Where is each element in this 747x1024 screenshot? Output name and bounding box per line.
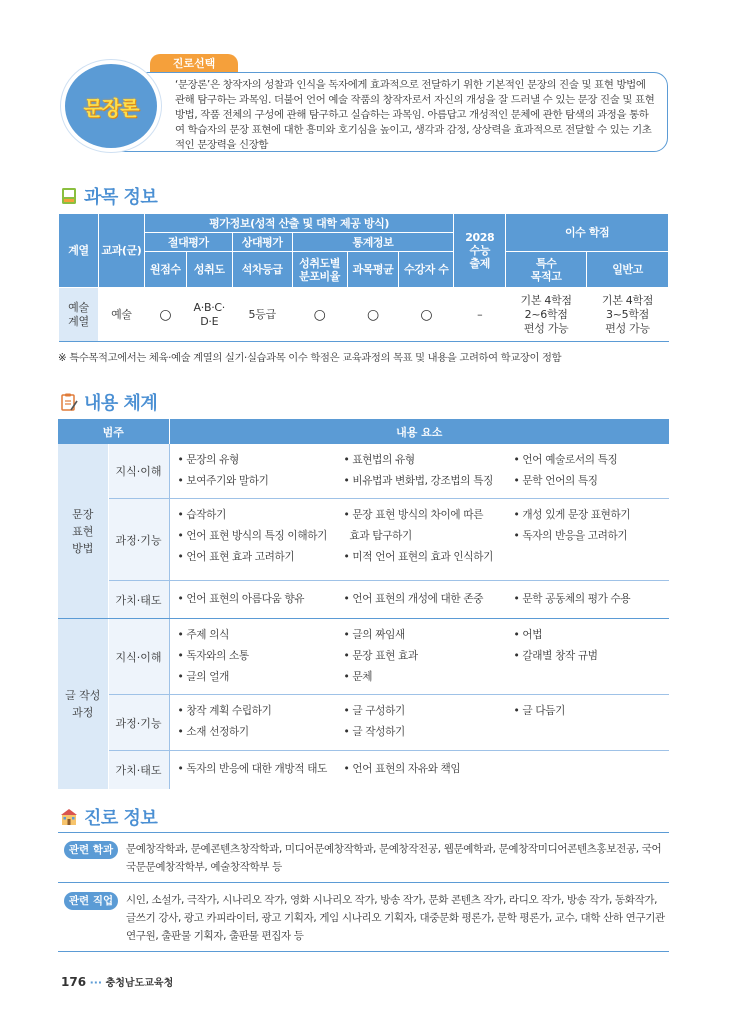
subject-info-table (58, 213, 669, 342)
table-row (58, 751, 669, 789)
section-title: 과목 정보 (84, 187, 158, 208)
content-cell: • 문장의 유형 • 보여주기와 말하기 • 표현법의 유형 • 비유법과 변화법, 강조법의 특징 • 언어 예술로서의 특징 • 문학 언어의 특징 (169, 444, 669, 499)
header-special: 특수 목적고 (506, 252, 587, 288)
header-students: 수강자 수 (399, 252, 454, 288)
category-sentence-method: 문장 표현 방법 (58, 444, 108, 619)
related-jobs-label: 관련 직업 (64, 892, 118, 910)
cell-achieve: A·B·C· D·E (186, 288, 232, 342)
header-rank: 석차등급 (232, 252, 292, 288)
header-general: 일반고 (587, 252, 669, 288)
table-row (58, 444, 669, 499)
header-eval: 평가정보(성적 산출 및 대학 제공 방식) (144, 214, 453, 233)
cell-special: 기본 4학점 2~6학점 편성 가능 (506, 288, 587, 342)
table-row (59, 288, 669, 342)
sub-value: 가치·태도 (108, 751, 169, 789)
table-row (58, 619, 669, 695)
header-category: 범주 (58, 419, 169, 444)
content-cell: • 습작하기 • 언어 표현 방식의 특징 이해하기 • 언어 표현 효과 고려하기 • 문장 표현 방식의 차이에 따른 효과 탐구하기 • 미적 언어 표현의 효과 인식하기 • 개성 있게 문장 표현하기 • 독자의 반응을 고려하기 (169, 499, 669, 581)
header-avg: 과목평균 (347, 252, 399, 288)
cell-rank: 5등급 (232, 288, 292, 342)
related-jobs (58, 883, 669, 952)
section-subject-info (60, 183, 157, 209)
cell-general: 기본 4학점 3~5학점 편성 가능 (587, 288, 669, 342)
cell-csat: – (454, 288, 506, 342)
table-row (58, 695, 669, 751)
page-number: 176 (61, 975, 87, 989)
footer (61, 974, 173, 989)
table-row (58, 581, 669, 619)
header-relative: 상대평가 (232, 233, 292, 252)
school-icon (60, 808, 78, 826)
header-absolute: 절대평가 (144, 233, 232, 252)
sub-knowledge: 지식·이해 (108, 619, 169, 695)
table-note: ※ 특수목적고에서는 체육·예술 계열의 실기·실습과목 이수 학점은 교육과정의 목표 및 내용을 고려하여 학교장이 정함 (58, 352, 562, 364)
sub-process: 과정·기능 (108, 499, 169, 581)
section-title: 내용 체계 (84, 393, 158, 414)
section-content-system (60, 389, 157, 415)
category-writing-process: 글 작성 과정 (58, 619, 108, 789)
track-tag: 진로선택 (150, 54, 238, 74)
subject-description: ‘문장론’은 창작자의 성찰과 인식을 독자에게 효과적으로 전달하기 위한 기본적인 문장의 진술 및 표현 방법에 관해 탐구하는 과목임. 더불어 언어 예술 작품의 창작자로서 자신의 개성을 잘 드러낼 수 있는 문장 진술 및 표현 방법, 작품 전체의 구성에 관해 탐구하고 실습하는 과목임. 아름답고 개성적인 문체에 관한 탐색의 과정을 통하여 학습자의 문장 표현에 대한 흥미와 호기심을 높이고, 생각과 감정, 상상력을 효과적으로 전달할 수 있는 기초적인 문장력을 신장함 (120, 72, 668, 152)
content-system-table (58, 419, 669, 789)
related-departments-label: 관련 학과 (64, 841, 118, 859)
book-icon (60, 187, 78, 205)
sub-process: 과정·기능 (108, 695, 169, 751)
sub-knowledge: 지식·이해 (108, 444, 169, 499)
cell-gyeyeol: 예술 계열 (59, 288, 99, 342)
subject-title: 문장론 (83, 95, 139, 120)
header-stats: 통계정보 (292, 233, 454, 252)
cell-dist: ○ (292, 288, 347, 342)
content-cell: • 주제 의식 • 독자와의 소통 • 글의 얼개 • 글의 짜임새 • 문장 표현 효과 • 문체 • 어법 • 갈래별 창작 규범 (169, 619, 669, 695)
header-credit: 이수 학점 (506, 214, 669, 252)
table-row (58, 499, 669, 581)
header-gyeyeol: 계열 (59, 214, 99, 288)
cell-gyogwa: 예술 (98, 288, 144, 342)
checklist-icon (60, 393, 78, 411)
header-gyogwa: 교과(군) (98, 214, 144, 288)
header-dist: 성취도별 분포비율 (292, 252, 347, 288)
content-cell: • 독자의 반응에 대한 개방적 태도 • 언어 표현의 자유와 책임 (177, 763, 461, 775)
header-wonjeom: 원점수 (144, 252, 186, 288)
footer-dots: ··· (89, 976, 103, 989)
section-title: 진로 정보 (84, 808, 158, 829)
related-departments-text: 문예창작학과, 문예콘텐츠창작학과, 미디어문예창작학과, 문예창작전공, 웹문예학과, 문예창작미디어콘텐츠홍보전공, 국어국문문예창작학부, 예술창작학부 등 (126, 843, 662, 873)
section-career (60, 804, 157, 830)
related-jobs-text: 시인, 소설가, 극작가, 시나리오 작가, 영화 시나리오 작가, 방송 작가, 문화 콘텐츠 작가, 라디오 작가, 방송 작가, 동화작가, 글쓰기 강사, 광고 카피라이터, 광고 기획자, 게임 시나리오 기획자, 대중문화 평론가, 문학 평론가, 교수, 대학 산하 연구기관 연구원, 출판물 기획자, 출판물 편집자 등 (126, 894, 665, 942)
content-cell: • 창작 계획 수립하기 • 소재 선정하기 • 글 구성하기 • 글 작성하기 • 글 다듬기 (169, 695, 669, 751)
header-csat: 2028 수능 출제 (454, 214, 506, 288)
publisher: 충청남도교육청 (105, 978, 174, 989)
sub-value: 가치·태도 (108, 581, 169, 619)
header-elements: 내용 요소 (169, 419, 669, 444)
career-info (58, 832, 669, 952)
cell-wonjeom: ○ (144, 288, 186, 342)
cell-avg: ○ (347, 288, 399, 342)
related-departments (58, 832, 669, 883)
subject-badge (61, 60, 161, 152)
cell-students: ○ (399, 288, 454, 342)
header-achieve: 성취도 (186, 252, 232, 288)
content-cell: • 언어 표현의 아름다움 향유 • 언어 표현의 개성에 대한 존중 • 문학 공동체의 평가 수용 (169, 581, 669, 619)
